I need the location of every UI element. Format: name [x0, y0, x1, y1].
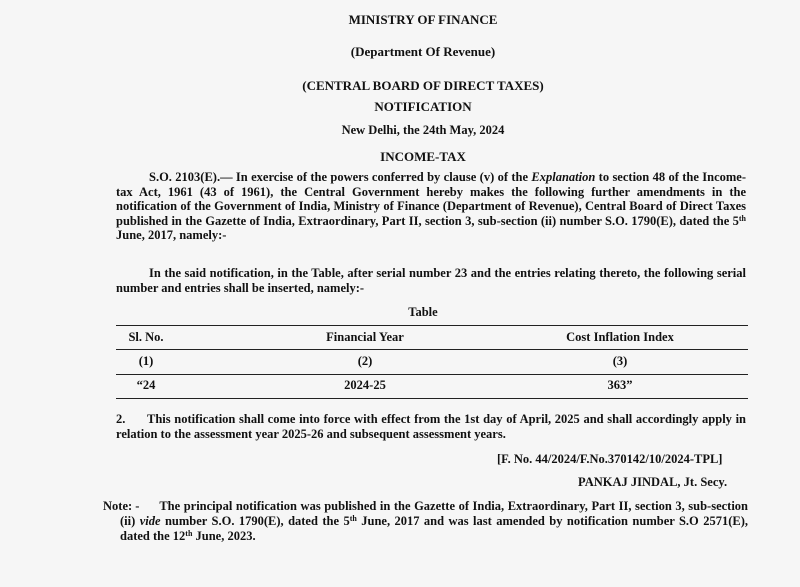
- para-number: 2.: [116, 412, 126, 426]
- table-number-rule: [116, 374, 748, 375]
- header-financial-year: Financial Year: [326, 330, 404, 344]
- board-heading: (CENTRAL BOARD OF DIRECT TAXES): [302, 78, 544, 93]
- so-number: S.O. 2103(E).—: [149, 170, 233, 184]
- commencement-paragraph: 2. This notification shall come into force with effect from the 1st day of April, 2025 and shall accordingly apply in relation to the assessment year 2025-26 and subsequent assessment years.: [116, 412, 746, 441]
- table-bottom-rule: [116, 398, 748, 399]
- place-date: New Delhi, the 24th May, 2024: [341, 123, 505, 137]
- file-number: [F. No. 44/2024/F.No.370142/10/2024-TPL]: [497, 452, 723, 466]
- header-cost-inflation-index: Cost Inflation Index: [566, 330, 674, 344]
- row-serial: “24: [136, 378, 156, 392]
- table-header-rule: [116, 349, 748, 350]
- table-caption: Table: [408, 305, 438, 319]
- row-financial-year: 2024-25: [344, 378, 386, 392]
- note-text: The principal notification was published in the Gazette of India, Extraordinary, Part II, section 3, sub-section (ii) vide number S.O. 1790(E), dated the 5th June, 2017 and was last amended by notification number S.O 2571(E), dated the 12th June, 2023.: [120, 499, 748, 543]
- preamble-paragraph: S.O. 2103(E).— In exercise of the powers conferred by clause (v) of the Explanation to section 48 of the Income-tax Act, 1961 (43 of 1961), the Central Government hereby makes the following further amendments in the notification of the Government of India, Ministry of Finance (Department of Revenue), Central Board of Direct Taxes published in the Gazette of India, Extraordinary, Part II, section 3, sub-section (ii) number S.O. 1790(E), dated the 5th June, 2017, namely:-: [116, 170, 746, 243]
- col-number-1: (1): [138, 354, 154, 368]
- signatory: PANKAJ JINDAL, Jt. Secy.: [578, 475, 728, 489]
- subject-heading: INCOME-TAX: [380, 149, 466, 164]
- col-number-2: (2): [357, 354, 373, 368]
- department-heading: (Department Of Revenue): [350, 44, 496, 59]
- intro-paragraph: In the said notification, in the Table, after serial number 23 and the entries relating thereto, the following serial number and entries shall be inserted, namely:-: [116, 266, 746, 295]
- note-label: Note: -: [103, 499, 140, 513]
- notification-title: NOTIFICATION: [374, 99, 472, 114]
- col-number-3: (3): [612, 354, 628, 368]
- table-top-rule: [116, 325, 748, 326]
- header-sl-no: Sl. No.: [128, 330, 164, 344]
- ministry-heading: MINISTRY OF FINANCE: [348, 12, 498, 27]
- row-cost-inflation-index: 363”: [607, 378, 633, 392]
